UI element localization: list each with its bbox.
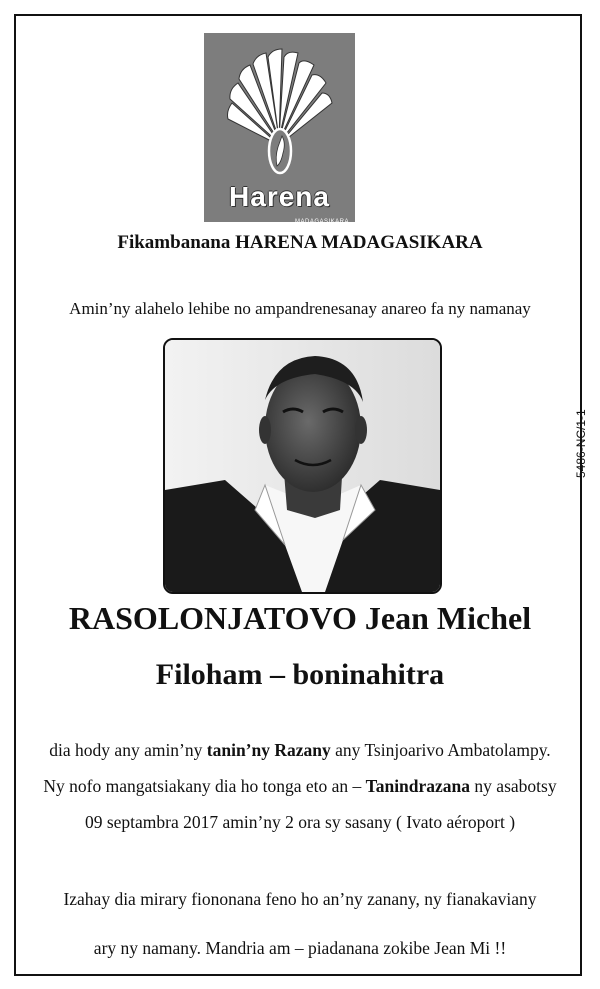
paragraph2-line1: Izahay dia mirary fiononana feno ho an’ny zanany, ny fianakaviany <box>63 889 537 909</box>
paragraph1-line1 <box>0 740 600 761</box>
text-span: ny asabotsy <box>470 776 557 796</box>
deceased-name: RASOLONJATOVO Jean Michel <box>68 600 532 636</box>
paragraph2-line2: ary ny namany. Mandria am – piadanana zokibe Jean Mi !! <box>93 938 507 958</box>
emphasis-text: tanin’ny Razany <box>206 740 331 760</box>
harena-logo <box>204 33 355 225</box>
reference-code: 5486-NC/1-1 <box>574 409 588 478</box>
text-span: Ny nofo mangatsiakany dia ho tonga eto an – <box>43 776 366 796</box>
logo-subtitle: MADAGASIKARA <box>294 219 349 225</box>
text-span: dia hody any amin’ny <box>49 740 207 760</box>
paragraph1-line2 <box>0 776 600 797</box>
organization-name: Fikambanana HARENA MADAGASIKARA <box>117 232 483 253</box>
paragraph1-line3: 09 septambra 2017 amin’ny 2 ora sy sasany ( Ivato aéroport ) <box>84 812 516 832</box>
portrait-image <box>165 340 440 592</box>
intro-line: Amin’ny alahelo lehibe no ampandrenesanay anareo fa ny namanay <box>69 299 531 318</box>
relation-title: Filoham – boninahitra <box>155 658 445 691</box>
logo-wordmark: Harena <box>229 181 330 212</box>
text-span: any Tsinjoarivo Ambatolampy. <box>330 740 551 760</box>
emphasis-text: Tanindrazana <box>365 776 471 796</box>
portrait-photo <box>163 338 442 594</box>
